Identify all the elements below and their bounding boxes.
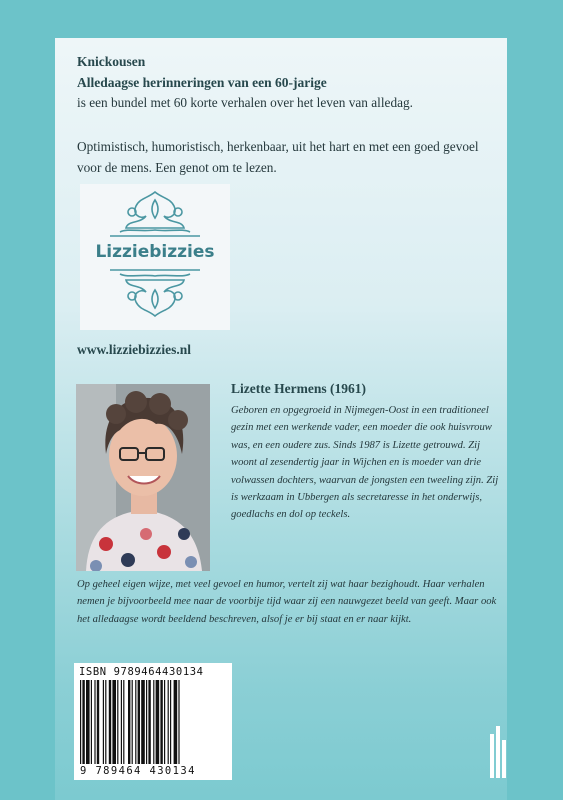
barcode-icon — [80, 680, 226, 764]
blurb-text: Optimistisch, humoristisch, herkenbaar, uit het hart en met een goed gevoel voor de mens. Een genot om te lezen. — [77, 139, 479, 175]
barcode-bar — [168, 680, 169, 764]
isbn-digits: 9 789464 430134 — [80, 765, 196, 777]
barcode-bar — [132, 680, 133, 764]
barcode-bar — [82, 680, 84, 764]
barcode-bar — [141, 680, 145, 764]
barcode-bar — [156, 680, 160, 764]
barcode-bar — [86, 680, 90, 764]
back-cover — [55, 38, 507, 800]
website-link[interactable]: www.lizziebizzies.nl — [77, 342, 191, 357]
barcode-bar — [164, 680, 165, 764]
barcode-bar — [138, 680, 140, 764]
barcode-bar — [160, 680, 162, 764]
barcode-bar — [178, 680, 179, 764]
barcode-bar — [103, 680, 104, 764]
publisher-logo — [80, 184, 230, 330]
book-subtitle: Alledaagse herinneringen van een 60-jarige — [77, 75, 327, 90]
barcode-bar — [148, 680, 150, 764]
author-photo — [76, 384, 210, 571]
barcode-bar — [109, 680, 111, 764]
barcode-bar — [170, 680, 171, 764]
publisher-mark-icon — [490, 726, 506, 778]
barcode-bar — [94, 680, 95, 764]
barcode-bar — [123, 680, 124, 764]
logo-wordmark: Lizziebizzies — [95, 242, 215, 262]
barcode-bar — [153, 680, 154, 764]
barcode-bar — [121, 680, 122, 764]
barcode-bar — [105, 680, 106, 764]
barcode-bar — [112, 680, 116, 764]
barcode-bar — [117, 680, 118, 764]
barcode-bar — [80, 680, 81, 764]
barcode-bar — [135, 680, 136, 764]
barcode-bar — [91, 680, 92, 764]
author-bio: Geboren en opgegroeid in Nijmegen-Oost in een traditioneel gezin met een werkende vader, een moeder die ook huisvrouw was, en een oudere zus. Sinds 1987 is Lizette getrouwd. Zij woont al zesendertig jaar in Wijchen en is moeder van drie volwassen dochters, waarvan de jongsten een tweeling zijn. Zij is werkzaam in Ubbergen als secretaresse in het onderwijs, goedlachs en dol op teckels. — [231, 405, 499, 521]
intro-text: is een bundel met 60 korte verhalen over het leven van alledag. — [77, 95, 413, 110]
barcode-bar — [146, 680, 147, 764]
author-bio-continued: Op geheel eigen wijze, met veel gevoel en humor, vertelt zij wat haar bezighoudt. Haar verhalen nemen je bijvoorbeeld mee naar de voorbije tijd waar zij een nauwgezet beeld van geeft. Maar ook het alledaagse wordt beeldend beschreven, alsof je er bij staat en er naar kijkt. — [77, 579, 497, 625]
barcode-bar — [174, 680, 178, 764]
book-title: Knickousen — [77, 54, 146, 69]
barcode-bar — [128, 680, 130, 764]
isbn-label: ISBN 9789464430134 — [79, 666, 204, 678]
isbn-barcode — [74, 663, 232, 780]
author-heading: Lizette Hermens (1961) — [231, 381, 366, 396]
barcode-bar — [97, 680, 99, 764]
